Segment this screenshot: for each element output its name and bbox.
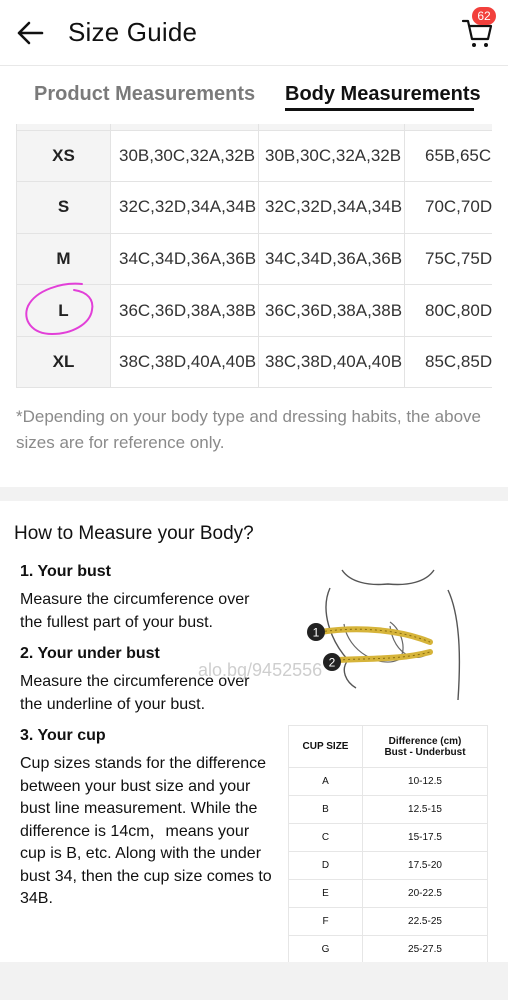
table-row [17,130,493,182]
top-bar [0,0,508,66]
table-cell: 34C,34D,36A,36B [111,233,259,285]
table-cell: 75C,75D [405,233,493,285]
step-text: Cup sizes stands for the difference between your bust size and your bust line measurement. While the difference is 14cm，means your cup is B, etc. Along with the under bust 34, then the cup size comes to 34B. [20,755,272,907]
table-row: D 17.5-20 [289,852,488,880]
page-title: Size Guide [68,17,198,47]
measurement-tabs [0,66,508,124]
cup-size-header: CUP SIZE [289,726,363,768]
step-title: 1. Your bust [20,563,111,580]
cup-table-header [289,726,488,768]
table-row: A 10-12.5 [289,768,488,796]
difference-header: Difference (cm) Bust - Underbust [363,726,488,768]
table-row [17,285,493,337]
table-cell: 36C,36D,38A,38B [259,285,405,337]
table-cell: 36C,36D,38A,38B [111,285,259,337]
table-cell: 38C,38D,40A,40B [259,336,405,388]
table-row: B 12.5-15 [289,796,488,824]
step-cup [20,727,276,911]
table-cell: 38C,38D,40A,40B [111,336,259,388]
size-table [16,124,492,388]
table-row: G 25-27.5 [289,936,488,964]
step-title: 3. Your cup [20,727,106,744]
table-cell: 65B,65C [405,130,493,182]
table-row: E 20-22.5 [289,880,488,908]
size-table-scroll[interactable] [16,124,492,390]
table-cell: 32C,32D,34A,34B [259,182,405,234]
table-cell: 85C,85D [405,336,493,388]
table-cell: 70C,70D [405,182,493,234]
table-cell: 30B,30C,32A,32B [259,130,405,182]
size-label: XL [17,336,111,388]
bust-measurement-illustration [290,560,486,710]
watermark: alo.bg/9452556 [198,660,323,680]
table-row [17,182,493,234]
section-divider [0,487,508,501]
step-text: Measure the circumference over the fullest part of your bust. [20,591,250,631]
back-arrow-icon[interactable] [14,18,46,48]
table-row [17,336,493,388]
tab-product-measurements[interactable]: Product Measurements [34,83,256,105]
table-cell: 30B,30C,32A,32B [111,130,259,182]
tab-body-measurements[interactable]: Body Measurements [285,83,481,105]
table-cell: 80C,80D [405,285,493,337]
bottom-divider [0,962,508,1000]
active-tab-indicator [285,108,474,111]
step-bust [20,563,270,634]
size-label: S [17,182,111,234]
step-title: 2. Your under bust [20,645,160,662]
table-row: F 22.5-25 [289,908,488,936]
table-row [17,233,493,285]
size-label: L [17,285,111,337]
size-label: XS [17,130,111,182]
reference-note: *Depending on your body type and dressing habits, the above sizes are for reference only. [16,407,481,452]
how-to-measure-title: How to Measure your Body? [14,523,254,544]
table-cell: 34C,34D,36A,36B [259,233,405,285]
table-row: C 15-17.5 [289,824,488,852]
cup-size-table [288,725,488,964]
table-cell: 32C,32D,34A,34B [111,182,259,234]
marker-one-label: 1 [312,625,320,640]
cart-count-badge: 62 [472,7,496,25]
marker-two-label: 2 [328,655,336,670]
step-text: Measure the circumference over the underline of your bust. [20,673,250,713]
size-label: M [17,233,111,285]
